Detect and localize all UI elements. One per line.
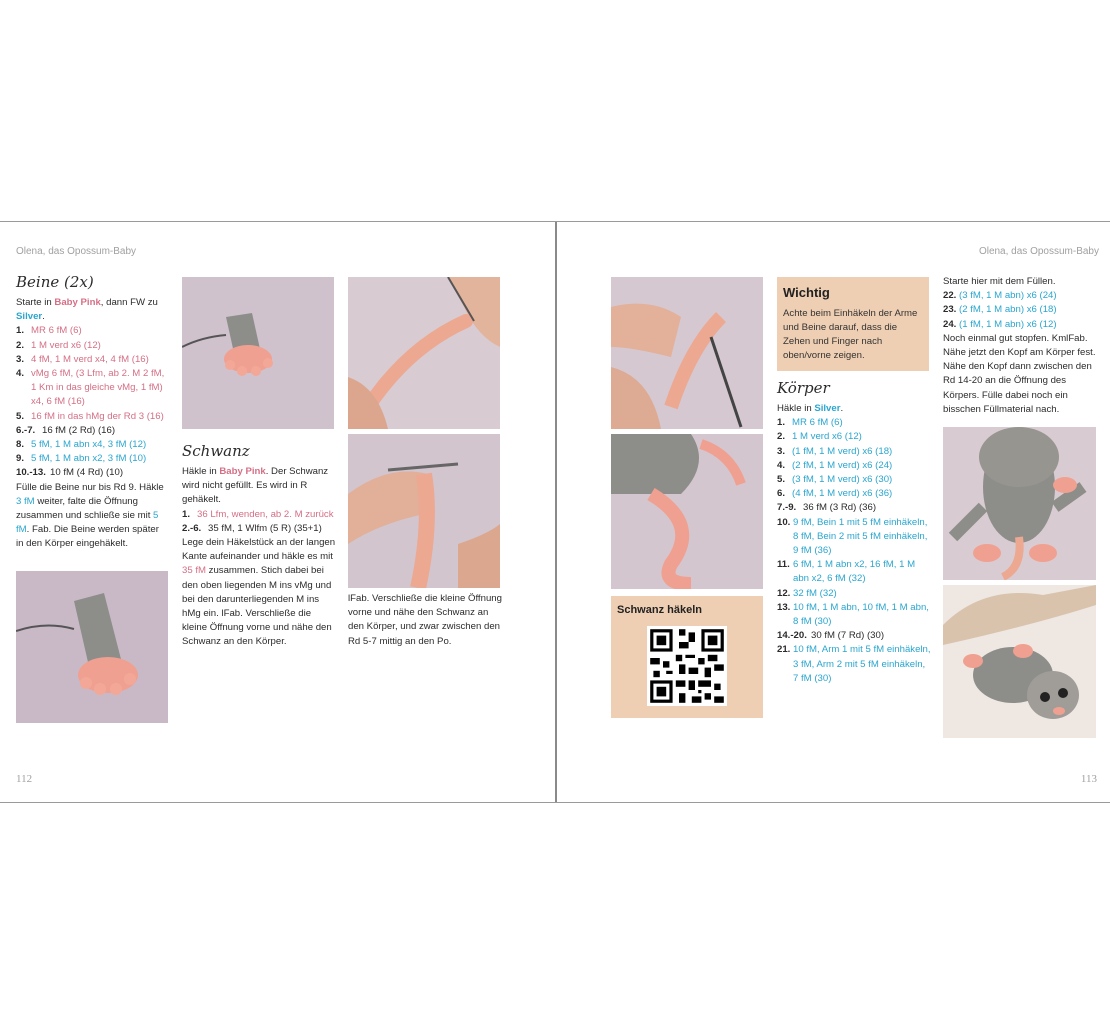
koerper-row: 4. (2 fM, 1 M verd) x6 (24) [777,459,893,471]
beine-section [16,272,168,552]
beine-outro: Fülle die Beine nur bis Rd 9. Häkle 3 fM weiter, falte die Öffnung zusammen und schließe sie mit 5 fM. Fab. Die Beine werden später in den Körper eingehäkelt. [16,481,164,550]
koerper-row: 7.-9. 36 fM (3 Rd) (36) [777,502,877,514]
koerper-row: 5. (3 fM, 1 M verd) x6 (30) [777,474,893,486]
schwanz-section [182,441,336,650]
right-page [556,222,1110,802]
beine-row: 6.-7. 16 fM (2 Rd) (16) [16,424,116,436]
qr-code-icon [647,626,727,706]
photo-opossum-lying [943,585,1096,738]
beine-row: 10.-13. 10 fM (4 Rd) (10) [16,467,124,479]
stuffing-outro: Noch einmal gut stopfen. KmlFab. Nähe jetzt den Kopf am Körper fest. Nähe den Kopf dann zwischen den Rd 14-20 an die Öffnung des Körpers. Fülle dabei noch ein bisschen Füllmaterial nach. [943,332,1096,415]
beine-row: 4. vMg 6 fM, (3 Lfm, ab 2. M 2 fM, 1 Km in das gleiche vMg, 1 fM) x4, 6 fM (16) [16,368,165,408]
photo-tail-crochet-1 [348,277,500,429]
beine-row: 3. 4 fM, 1 M verd x4, 4 fM (16) [16,353,149,365]
stuffing-intro: Starte hier mit dem Füllen. [943,276,1056,287]
running-head-right: Olena, das Opossum-Baby [978,246,1099,257]
page-number-right: 113 [1080,773,1097,785]
beine-row: 1. MR 6 fM (6) [16,325,82,337]
koerper-row: 1. MR 6 fM (6) [777,417,843,429]
wichtig-title: Wichtig [783,285,830,300]
beine-row: 5. 16 fM in das hMg der Rd 3 (16) [16,410,164,422]
schwanz-intro: Häkle in Baby Pink. Der Schwanz wird nicht gefüllt. Es wird in R gehäkelt. [182,466,329,506]
beine-row: 9. 5 fM, 1 M abn x2, 3 fM (10) [16,453,147,465]
koerper-row: 21. 10 fM, Arm 1 mit 5 fM einhäkeln, 3 fM, Arm 2 mit 5 fM einhäkeln, 7 fM (30) [777,644,931,684]
beine-row: 2. 1 M verd x6 (12) [16,339,101,351]
schwanz-row: 2.-6. 35 fM, 1 Wlfm (5 R) (35+1) [182,522,322,534]
qr-code[interactable] [647,626,727,706]
photo-tail-attached [611,434,763,589]
beine-intro: Starte in Baby Pink, dann FW zu Silver. [16,297,158,323]
koerper-row: 6. (4 fM, 1 M verd) x6 (36) [777,488,893,500]
stuffing-row: 24. (1 fM, 1 M abn) x6 (12) [943,318,1057,330]
schwanz-outro: Lege dein Häkelstück an der langen Kante aufeinander und häkle es mit 35 fM zusammen. Stich dabei bei den oben liegenden M ins vMg und bei den darunterliegenden M ins hMg ein. lFab. Verschließe die kleine Öffnung vorne und nähe den Schwanz an den Körper. [182,537,336,648]
schwanz-heading: Schwanz [182,442,250,460]
wichtig-text: Achte beim Einhäkeln der Arme und Beine darauf, dass die Zehen und Finger nach oben/vorne zeigen. [783,308,918,361]
book-spread [0,221,1110,803]
schwanz-row: 1. 36 Lfm, wenden, ab 2. M zurück [182,508,334,520]
beine-heading: Beine (2x) [16,273,94,291]
koerper-row: 11. 6 fM, 1 M abn x2, 16 fM, 1 M abn x2, 6 fM (32) [777,559,916,585]
koerper-row: 14.-20. 30 fM (7 Rd) (30) [777,630,885,642]
running-head-left: Olena, das Opossum-Baby [16,246,137,257]
photo-tail-crochet-2 [348,434,500,588]
qr-box [611,596,763,718]
koerper-row: 10. 9 fM, Bein 1 mit 5 fM einhäkeln, 8 fM, Bein 2 mit 5 fM einhäkeln, 9 fM (36) [777,516,928,557]
koerper-row: 2. 1 M verd x6 (12) [777,431,862,443]
koerper-row: 13. 10 fM, 1 M abn, 10 fM, 1 M abn, 8 fM (30) [777,601,929,628]
stuffing-row: 22. (3 fM, 1 M abn) x6 (24) [943,290,1057,302]
koerper-heading: Körper [777,379,830,397]
caption-tail: lFab. Verschließe die kleine Öffnung vorne und nähe den Schwanz an den Körper, und zwar zwischen den Rd 5-7 mittig an den Po. [348,593,502,647]
photo-arm-crochet [611,277,763,429]
koerper-row: 3. (1 fM, 1 M verd) x6 (18) [777,445,893,457]
beine-row: 8. 5 fM, 1 M abn x4, 3 fM (12) [16,439,147,451]
qr-title: Schwanz häkeln [617,604,702,616]
photo-opossum-body [943,427,1096,580]
photo-leg-top [182,277,334,429]
koerper-section [777,378,933,686]
photo-leg-bottom [16,571,168,723]
page-number-left: 112 [16,773,33,785]
koerper-intro: Häkle in Silver. [777,403,844,414]
koerper-row: 12. 32 fM (32) [777,587,837,599]
wichtig-box [777,277,929,371]
left-page [0,222,556,802]
stuffing-section [943,275,1099,417]
stuffing-row: 23. (2 fM, 1 M abn) x6 (18) [943,304,1057,316]
